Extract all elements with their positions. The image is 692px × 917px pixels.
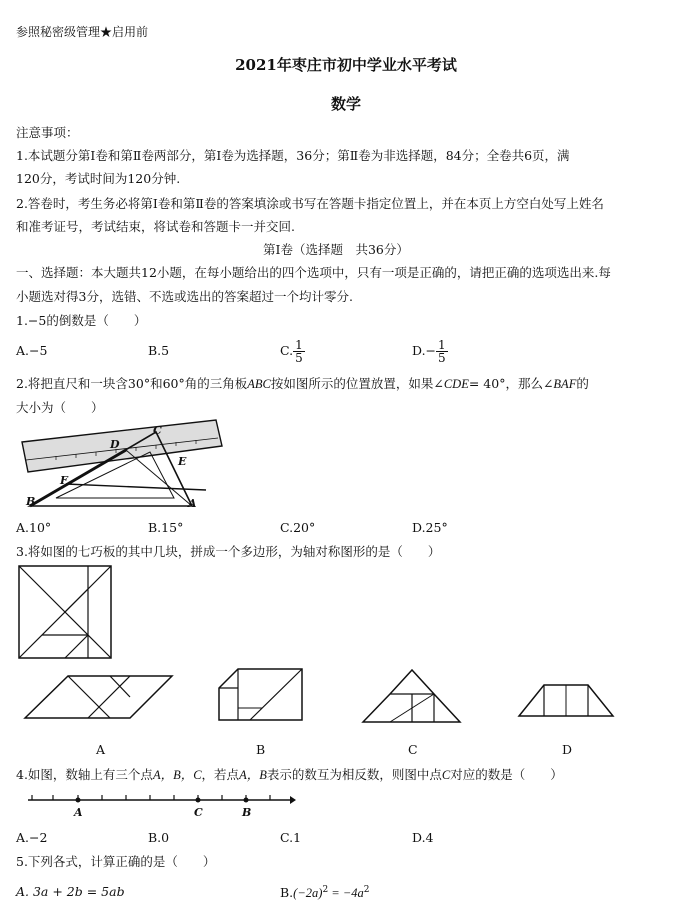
stem-text: 表示的数互为相反数，则图中点 [266, 767, 442, 782]
numberline-point-a: A [74, 806, 83, 819]
part1-title: 第Ⅰ卷（选择题 共36分） [263, 242, 409, 257]
q1-option-c[interactable] [280, 336, 305, 366]
question-5-stem: 5.下列各式，计算正确的是（ ） [16, 854, 216, 869]
tangram-square-figure [18, 565, 112, 659]
section-instructions: 小题选对得3分，选错、不选或选出的答案超过一个均计零分. [16, 289, 353, 304]
numberline-point-b: B [242, 806, 252, 819]
exponent: 2 [322, 885, 329, 895]
denominator: 5 [295, 351, 303, 365]
q1-option-a[interactable]: A.−5 [16, 343, 48, 358]
point-label: C [441, 768, 451, 782]
angle-label: BAF [553, 377, 577, 391]
point-label-d: D [110, 438, 120, 451]
numberline-point-c: C [194, 806, 203, 819]
fraction [436, 339, 448, 364]
notice-line: 120分，考试时间为120分钟. [16, 171, 181, 186]
stem-text: 的 [576, 376, 589, 391]
stem-text: 按如图所示的位置放置，如果∠ [270, 376, 444, 391]
subject-title: 数学 [330, 95, 361, 113]
number-line-figure [28, 794, 296, 810]
section-instructions: 一、选择题：本大题共12小题，在每小题给出的四个选项中，只有一项是正确的，请把正确的选项选出来.每 [16, 265, 611, 280]
q4-option-c[interactable]: C.1 [280, 830, 302, 845]
ruler-triangle-figure [16, 420, 246, 515]
stem-text: 对应的数是（ ） [450, 767, 563, 782]
point-label-b: B [26, 495, 36, 508]
question-4-stem [16, 767, 563, 783]
q2-option-d[interactable]: D.25° [412, 520, 448, 535]
q1-option-d[interactable] [412, 336, 448, 366]
stem-text: 2.将把直尺和一块含30°和60°角的三角板 [16, 376, 248, 391]
notice-line: 1.本试题分第Ⅰ卷和第Ⅱ卷两部分，第Ⅰ卷为选择题，36分；第Ⅱ卷为非选择题，84分；全卷共6页，满 [16, 148, 570, 163]
option-prefix: B. [280, 885, 294, 901]
notice-heading: 注意事项： [16, 125, 79, 140]
stem-text: ，若点 [201, 767, 240, 782]
q2-option-a[interactable]: A.10° [16, 520, 52, 535]
question-3-stem: 3.将如图的七巧板的其中几块，拼成一个多边形，为轴对称图形的是（ ） [16, 544, 441, 559]
notice-line: 2.答卷时，考生务必将第Ⅰ卷和第Ⅱ卷的答案填涂或书写在答题卡指定位置上，并在本页上方空白处写上姓名 [16, 196, 604, 211]
q3-option-b[interactable]: B [256, 742, 266, 757]
expression: = −4a [328, 886, 364, 901]
numerator: 1 [295, 338, 303, 352]
question-1-stem: 1.−5的倒数是（ ） [16, 313, 147, 328]
points-label: A，B [239, 768, 267, 782]
angle-label: CDE [443, 377, 469, 391]
tangram-option-d-shape [518, 684, 614, 718]
points-label: A，B，C [152, 768, 202, 782]
q4-option-b[interactable]: B.0 [148, 830, 170, 845]
option-prefix: D.− [412, 343, 437, 358]
question-2-stem [16, 376, 589, 392]
point-label-a: A [188, 497, 197, 510]
q2-option-b[interactable]: B.15° [148, 520, 184, 535]
tangram-option-b-shape [218, 668, 304, 722]
stem-text: 4.如图，数轴上有三个点 [16, 767, 153, 782]
expression: (−2a) [293, 886, 323, 901]
q3-option-c[interactable]: C [408, 742, 418, 757]
option-prefix: C. [280, 343, 294, 358]
denominator: 5 [438, 351, 446, 365]
tangram-option-a-shape [24, 675, 174, 720]
question-2-stem-cont: 大小为（ ） [16, 400, 104, 415]
exam-title: 2021年枣庄市初中学业水平考试 [235, 56, 457, 74]
q3-option-a[interactable]: A [96, 742, 106, 757]
point-label-c: C [153, 424, 162, 437]
tangram-option-c-shape [362, 666, 462, 724]
q5-option-b[interactable] [280, 882, 370, 901]
point-label-e: E [178, 455, 187, 468]
triangle-label: ABC [247, 377, 271, 391]
point-label-f: F [60, 474, 68, 487]
numerator: 1 [438, 338, 446, 352]
q3-option-d[interactable]: D [562, 742, 573, 757]
fraction [293, 339, 305, 364]
q4-option-a[interactable]: A.−2 [16, 830, 48, 845]
exponent: 2 [363, 885, 370, 895]
notice-line: 和准考证号，考试结束，将试卷和答题卡一并交回. [16, 219, 295, 234]
confidential-label: 参照秘密级管理★启用前 [16, 25, 149, 39]
stem-text: = 40°，那么∠ [468, 376, 554, 391]
q1-option-b[interactable]: B.5 [148, 343, 170, 358]
q2-option-c[interactable]: C.20° [280, 520, 316, 535]
q4-option-d[interactable]: D.4 [412, 830, 434, 845]
q5-option-a[interactable]: A. 3a + 2b = 5ab [16, 884, 125, 899]
